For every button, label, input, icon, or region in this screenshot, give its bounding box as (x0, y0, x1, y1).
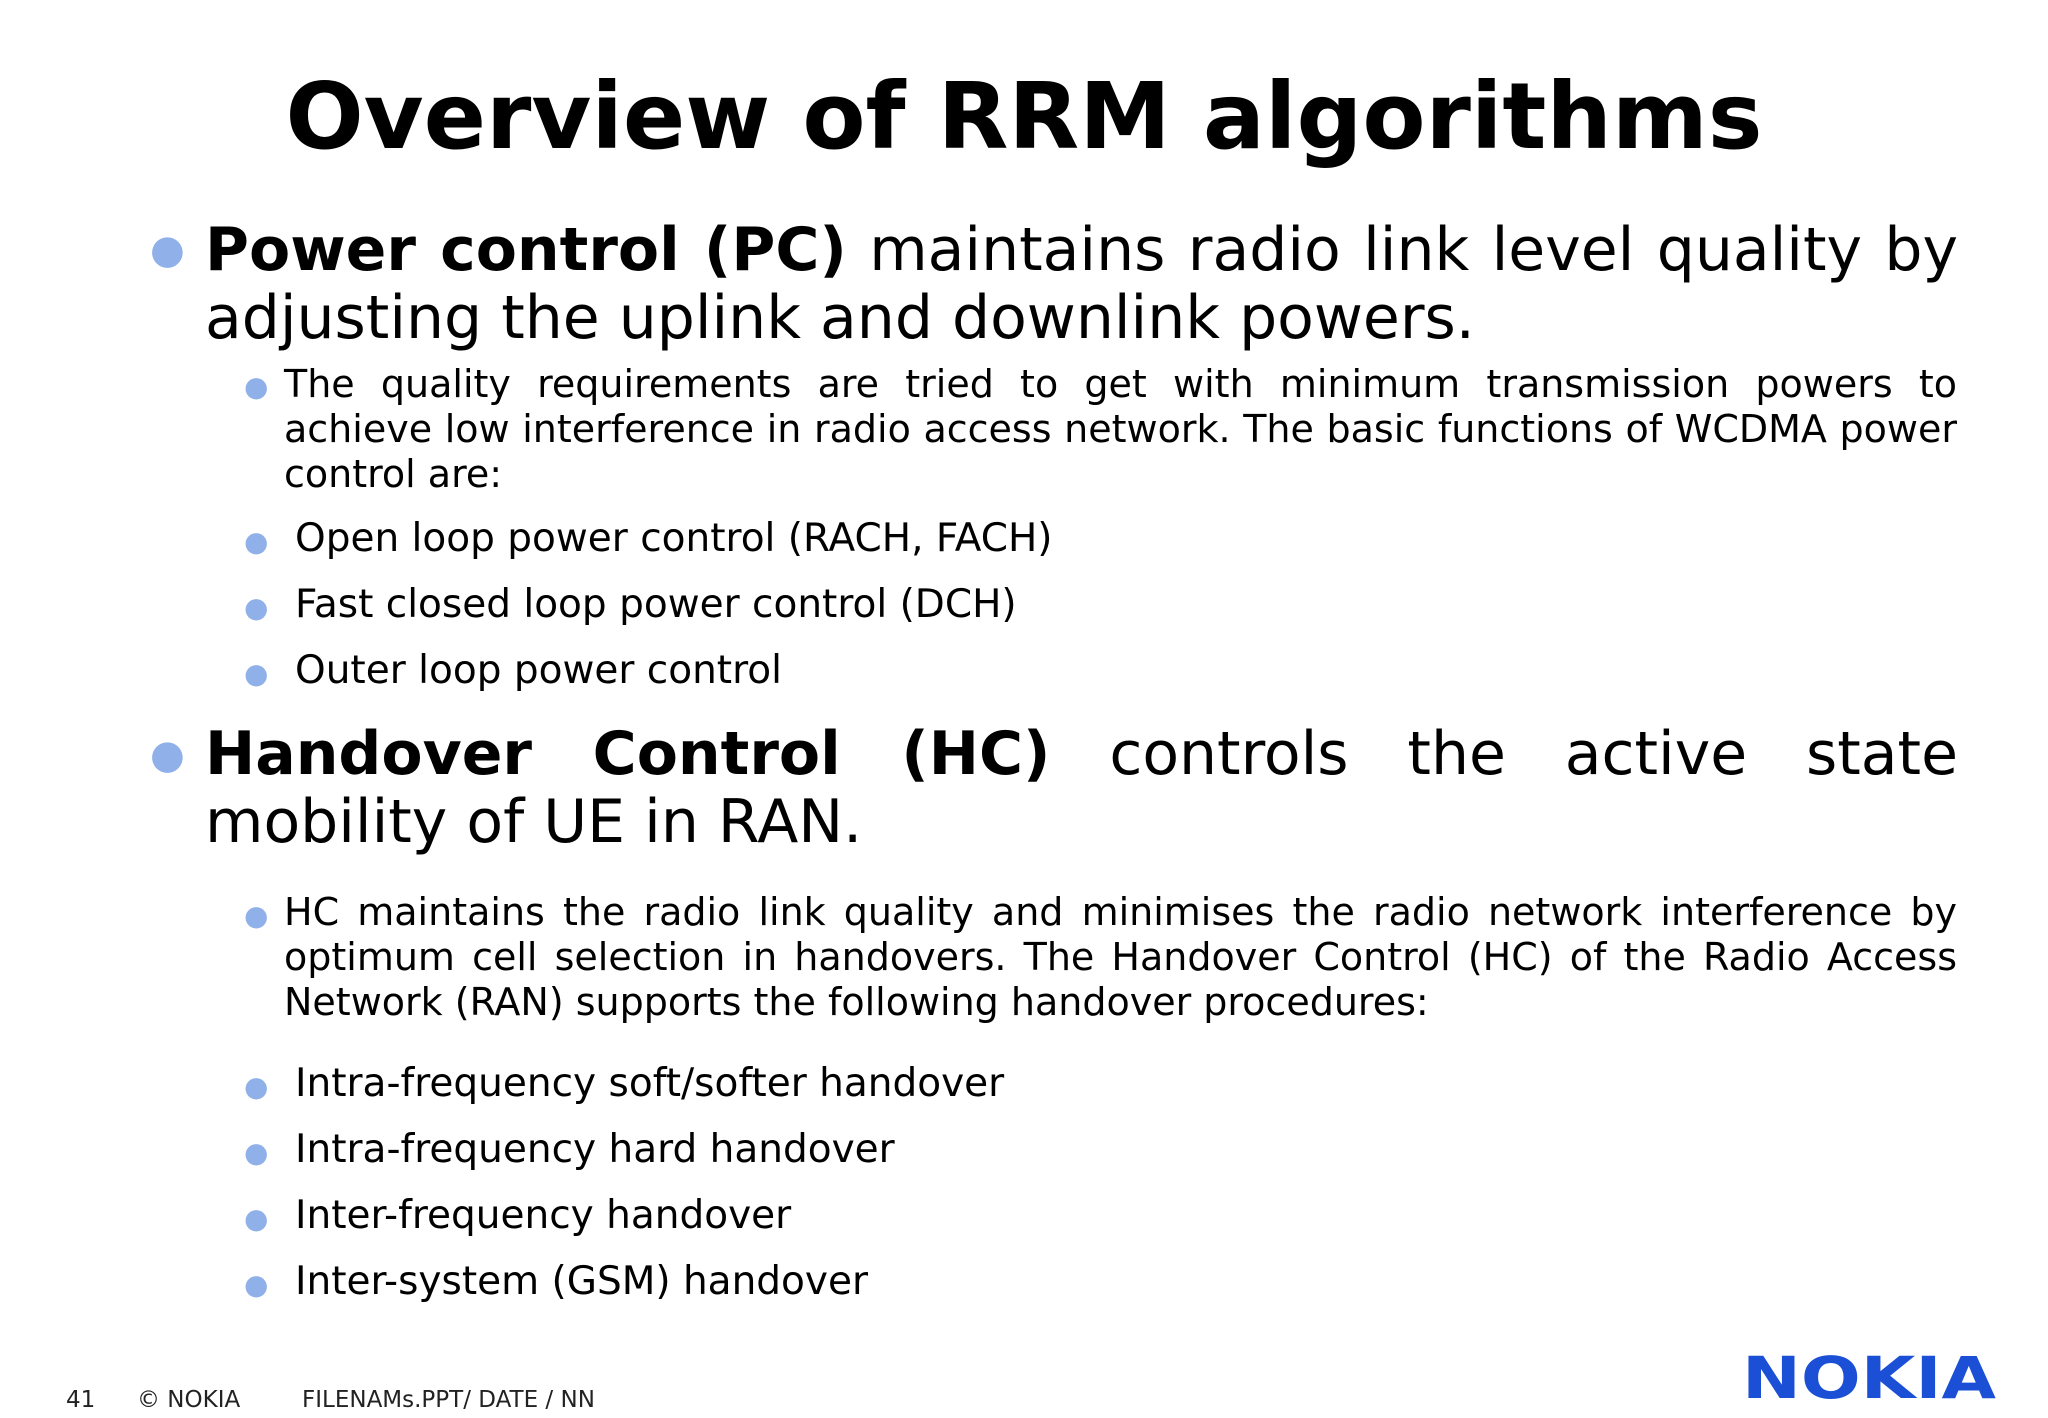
nokia-logo (1742, 1352, 1996, 1402)
bullet-icon: ● (244, 591, 269, 624)
section-heading-power-control (205, 216, 1958, 352)
bullet-icon: ● (244, 525, 269, 558)
bullet-icon: ● (150, 227, 185, 273)
bullet-icon: ● (244, 370, 269, 403)
slide-title: Overview of RRM algorithms (285, 63, 1763, 170)
list-item: Fast closed loop power control (DCH) (295, 582, 1017, 627)
list-item: Intra-frequency soft/softer handover (295, 1061, 1005, 1106)
section-description-handover-control: HC maintains the radio link quality and minimises the radio network interference by optimum cell selection in handovers. The Handover Control (HC) of the Radio Access Network (RAN) supports the following handover procedures: (284, 890, 1957, 1024)
section-heading-bold: Handover Control (HC) (205, 719, 1051, 789)
bullet-icon: ● (244, 1136, 269, 1169)
section-heading-handover-control (205, 720, 1958, 856)
section-heading-rest: controls the active state mobility of UE in RAN. (205, 719, 1958, 857)
bullet-icon: ● (244, 1268, 269, 1301)
page-number: 41 (66, 1387, 96, 1413)
list-item: Intra-frequency hard handover (295, 1127, 895, 1172)
list-item: Outer loop power control (295, 648, 782, 693)
list-item: Open loop power control (RACH, FACH) (295, 516, 1053, 561)
bullet-icon: ● (244, 1070, 269, 1103)
footer-file-info: FILENAMs.PPT/ DATE / NN (302, 1387, 595, 1413)
section-heading-bold: Power control (PC) (205, 215, 847, 285)
nokia-logo-text: NOKIA (1742, 1352, 1996, 1402)
footer-copyright: © NOKIA (137, 1387, 241, 1413)
bullet-icon: ● (244, 899, 269, 932)
bullet-icon: ● (244, 657, 269, 690)
list-item: Inter-system (GSM) handover (295, 1259, 869, 1304)
bullet-icon: ● (244, 1202, 269, 1235)
list-item: Inter-frequency handover (295, 1193, 792, 1238)
bullet-icon: ● (150, 732, 185, 778)
section-description-power-control: The quality requirements are tried to get with minimum transmission powers to achieve low interference in radio access network. The basic functions of WCDMA power control are: (284, 362, 1957, 496)
section-heading-rest: maintains radio link level quality by adjusting the uplink and downlink powers. (205, 215, 1958, 353)
